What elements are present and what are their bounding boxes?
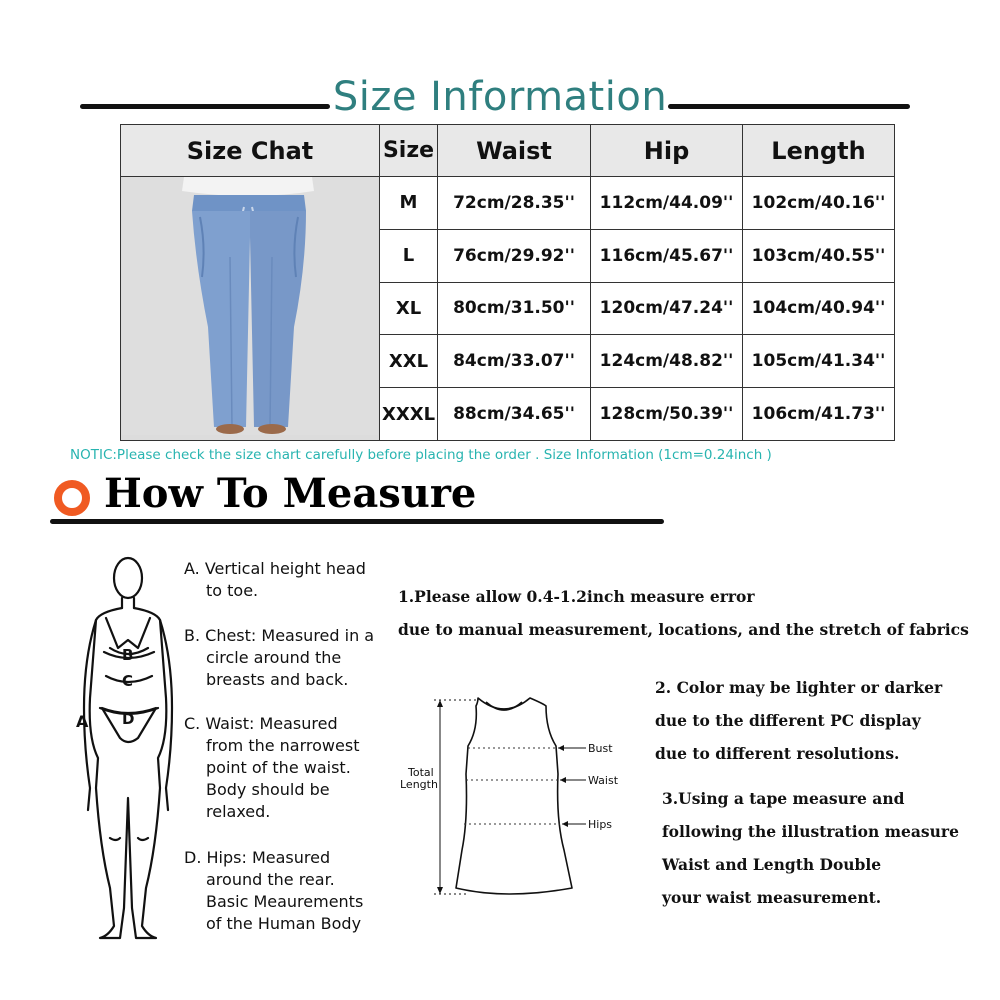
step-a-line: A. Vertical height head <box>184 559 366 578</box>
header-length: Length <box>743 125 895 177</box>
waist-cell: 84cm/33.07'' <box>438 335 591 388</box>
header-size-chat: Size Chat <box>121 125 380 177</box>
hip-cell: 116cm/45.67'' <box>591 229 743 282</box>
length-cell: 105cm/41.34'' <box>743 335 895 388</box>
step-a-text <box>184 558 366 602</box>
title-rule-right <box>668 104 910 109</box>
note-1-line: due to manual measurement, locations, and the stretch of fabrics <box>398 620 969 639</box>
size-cell: XL <box>380 282 438 335</box>
step-c-line: relaxed. <box>206 802 271 821</box>
step-d-line: of the Human Body <box>206 914 362 933</box>
header-hip: Hip <box>591 125 743 177</box>
waist-cell: 80cm/31.50'' <box>438 282 591 335</box>
length-cell: 106cm/41.73'' <box>743 388 895 441</box>
size-table <box>120 124 895 441</box>
page-title: Size Information <box>332 74 668 120</box>
step-d-line: D. Hips: Measured <box>184 848 331 867</box>
step-b-text <box>184 625 374 691</box>
step-b-line: circle around the <box>206 648 342 667</box>
dress-label-length: Length <box>400 778 438 791</box>
length-cell: 104cm/40.94'' <box>743 282 895 335</box>
how-to-measure-title: How To Measure <box>104 470 477 517</box>
body-label-a: A <box>76 712 89 731</box>
step-c-line: C. Waist: Measured <box>184 714 338 733</box>
dress-label-bust: Bust <box>588 742 613 755</box>
length-cell: 103cm/40.55'' <box>743 229 895 282</box>
step-c-text <box>184 713 359 823</box>
size-cell: L <box>380 229 438 282</box>
size-cell: XXXL <box>380 388 438 441</box>
waist-cell: 76cm/29.92'' <box>438 229 591 282</box>
dress-label-hips: Hips <box>588 818 613 831</box>
dress-label-waist: Waist <box>588 774 619 787</box>
note-1-line: 1.Please allow 0.4-1.2inch measure error <box>398 587 755 606</box>
note-2-line: due to different resolutions. <box>655 744 900 763</box>
step-d-line: around the rear. <box>206 870 335 889</box>
waist-cell: 72cm/28.35'' <box>438 177 591 230</box>
step-d-line: Basic Meaurements <box>206 892 364 911</box>
table-row <box>121 177 895 230</box>
hip-cell: 128cm/50.39'' <box>591 388 743 441</box>
hip-cell: 124cm/48.82'' <box>591 335 743 388</box>
size-cell: XXL <box>380 335 438 388</box>
header-size: Size <box>380 125 438 177</box>
body-label-d: D <box>122 710 135 728</box>
title-rule-left <box>80 104 330 109</box>
note-2-line: due to the different PC display <box>655 711 921 730</box>
note-2-line: 2. Color may be lighter or darker <box>655 678 943 697</box>
step-c-line: from the narrowest <box>206 736 360 755</box>
hip-cell: 112cm/44.09'' <box>591 177 743 230</box>
step-b-line: breasts and back. <box>206 670 349 689</box>
size-notice: NOTIC:Please check the size chart carefully before placing the order . Size Information (1cm=0.24inch ) <box>70 447 772 463</box>
size-cell: M <box>380 177 438 230</box>
body-outline-figure <box>70 548 180 948</box>
dress-label-total: Total <box>408 766 434 779</box>
table-header-row <box>121 125 895 177</box>
body-label-b: B <box>122 646 134 664</box>
note-3-line: 3.Using a tape measure and <box>662 789 905 808</box>
note-3-line: following the illustration measure <box>662 822 959 841</box>
hip-cell: 120cm/47.24'' <box>591 282 743 335</box>
note-3-line: Waist and Length Double <box>662 855 882 874</box>
step-a-line: to toe. <box>206 581 259 600</box>
note-3-line: your waist measurement. <box>662 888 882 907</box>
step-c-line: point of the waist. <box>206 758 351 777</box>
step-d-text <box>184 847 363 935</box>
step-b-line: B. Chest: Measured in a <box>184 626 375 645</box>
waist-cell: 88cm/34.65'' <box>438 388 591 441</box>
circle-bullet-icon <box>54 480 90 516</box>
length-cell: 102cm/40.16'' <box>743 177 895 230</box>
step-c-line: Body should be <box>206 780 330 799</box>
pants-image <box>122 177 378 435</box>
header-waist: Waist <box>438 125 591 177</box>
body-label-c: C <box>122 672 134 690</box>
product-photo <box>121 177 380 441</box>
dress-diagram <box>396 690 636 905</box>
how-to-measure-rule <box>50 519 664 524</box>
